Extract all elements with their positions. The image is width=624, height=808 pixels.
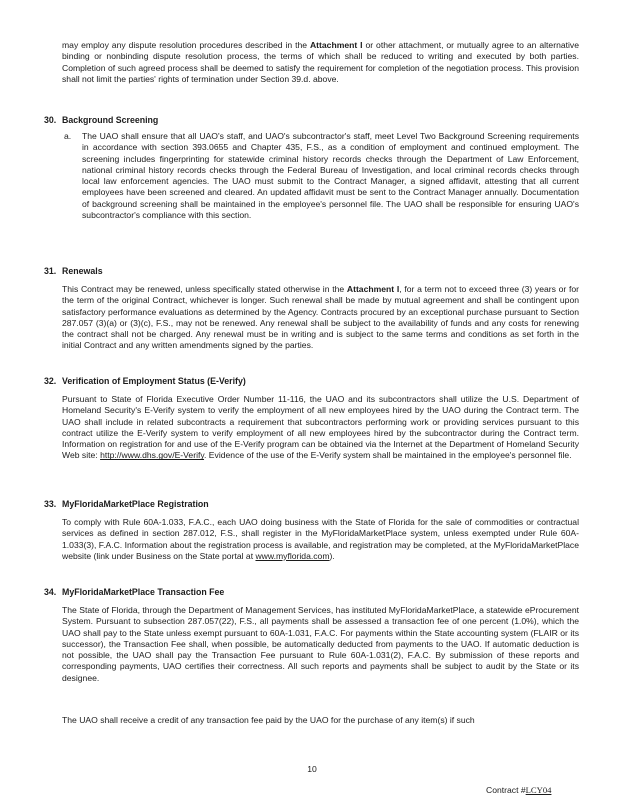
section-30-heading xyxy=(44,115,158,125)
section-31-text-start: This Contract may be renewed, unless specifically stated otherwise in the xyxy=(62,284,347,294)
section-32-paragraph xyxy=(62,394,579,462)
section-33-text-end: ). xyxy=(329,550,335,561)
section-30-number: 30. xyxy=(44,115,57,125)
continuation-text-end: or other attachment, or mutually agree to an alternative binding or nonbinding dispute resolution process, the terms of which shall be reduced to writing and executed by both parties. Completion of such agreed process shall be deemed to satisfy the requirement for completion of the negotiation process. This provision shall not limit the parties' rights of termination under Section 39.d. above. xyxy=(62,40,579,84)
contract-id: LCY04 xyxy=(525,785,552,795)
section-32-heading xyxy=(44,376,246,386)
section-31-title: Renewals xyxy=(62,266,103,276)
section-33-title: MyFloridaMarketPlace Registration xyxy=(62,499,209,509)
section-34-title: MyFloridaMarketPlace Transaction Fee xyxy=(62,587,225,597)
section-34-paragraph-2: The UAO shall receive a credit of any transaction fee paid by the UAO for the purchase of any item(s) if such xyxy=(62,715,475,725)
contract-label: Contract # xyxy=(486,785,526,795)
section-33-text-start: To comply with Rule 60A-1.033, F.A.C., each UAO doing business with the State of Florida for the sale of commodities or contractual services as defined in section 287.012, F.S., shall register in the MyFloridaMarketPlace system, unless exempted under Rule 60A-1.033(3), F.A.C. Information about the registration process is available, and registration may be completed, at the MyFloridaMarketPlace website (link under Business on the State portal at xyxy=(62,517,579,561)
myflorida-link[interactable]: www.myflorida.com xyxy=(255,550,330,561)
section-34-number: 34. xyxy=(44,587,57,597)
e-verify-link[interactable]: http://www.dhs.gov/E-Verify xyxy=(100,450,205,461)
section-31-attachment-reference: Attachment I xyxy=(346,284,400,294)
continuation-paragraph xyxy=(62,40,579,85)
page-number: 10 xyxy=(307,764,317,774)
section-33-heading xyxy=(44,499,209,509)
section-32-text-start: Pursuant to State of Florida Executive Order Number 11-116, the UAO and its subcontractors shall utilize the U.S. Department of Homeland Security's E-Verify system to verify the employment of all new employees hired by the UAO during the Contract term. The UAO shall include in related subcontracts a requirement that subcontractors performing work or providing services pursuant to this contract utilize the E-Verify system to verify employment of all new employees hired by the subcontractor during the Contract term. Information on registration for and use of the E-Verify program can be obtained via the Internet at the Department of Homeland Security Web site: xyxy=(62,394,579,461)
section-30-item-text: The UAO shall ensure that all UAO's staff, and UAO's subcontractor's staff, meet Level Two Background Screening requirements in accordance with section 393.0655 and Chapter 435, F.S., as a condition of employment and continued employment. The screening includes fingerprinting for statewide criminal history records checks through the Department of Law Enforcement, national criminal history records checks through the Federal Bureau of Investigation, and local criminal records checks through local law enforcement agencies. The UAO must submit to the Contract Manager, a signed affidavit, attesting that all current employees have been screened and cleared. An updated affidavit must be sent to the Contract Manager annually. Documentation of background screening shall be maintained in the employee's personnel file. The UAO shall be responsible for ensuring UAO's subcontractor's compliance with this section. xyxy=(82,131,579,221)
section-32-text-end: . Evidence of the use of the E-Verify system shall be maintained in the employee's personnel file. xyxy=(204,450,572,461)
section-31-number: 31. xyxy=(44,266,57,276)
attachment-reference: Attachment I xyxy=(309,40,363,50)
contract-number xyxy=(486,785,551,795)
section-30-item-label: a. xyxy=(64,131,72,141)
section-34-paragraph-1: The State of Florida, through the Department of Management Services, has instituted MyFloridaMarketPlace, a statewide eProcurement System. Pursuant to subsection 287.057(22), F.S., all payments shall be assessed a transaction fee of one percent (1.0%), which the UAO shall pay to the State unless exempt pursuant to 60A-1.031, F.A.C. For payments within the State accounting system (FLAIR or its successor), the Transaction Fee shall, when possible, be automatically deducted from payments to the UAO. If automatic deduction is not possible, the UAO shall pay the Transaction Fee pursuant to Rule 60A-1.031(2), F.A.C. By submission of these reports and corresponding payments, UAO certifies their correctness. All such reports and payments shall be subject to audit by the State or its designee. xyxy=(62,605,579,683)
section-31-paragraph xyxy=(62,284,579,352)
section-33-number: 33. xyxy=(44,499,57,509)
section-34-heading xyxy=(44,587,224,597)
section-32-title: Verification of Employment Status (E-Verify) xyxy=(62,376,246,386)
section-33-paragraph xyxy=(62,517,579,562)
continuation-text-start: may employ any dispute resolution procedures described in the xyxy=(62,40,310,50)
section-30-title: Background Screening xyxy=(62,115,159,125)
section-31-heading xyxy=(44,266,103,276)
section-32-number: 32. xyxy=(44,376,57,386)
section-31-text-end: , for a term not to exceed three (3) years or for the term of the original Contract, whichever is longer. Such renewal shall be made by mutual agreement and shall be contingent upon satisfactory performance evaluations as determined by the Agency. Contracts procured by an exceptional purchase pursuant to Section 287.057 (3)(a) or (3)(c), F.S., may not be renewed. Any renewal shall be subject to the availability of funds and any costs for renewing the contract shall not be charged. Any renewal must be in writing and is subject to the same terms and conditions as set forth in the initial Contract and any written amendments signed by the parties. xyxy=(62,284,580,351)
